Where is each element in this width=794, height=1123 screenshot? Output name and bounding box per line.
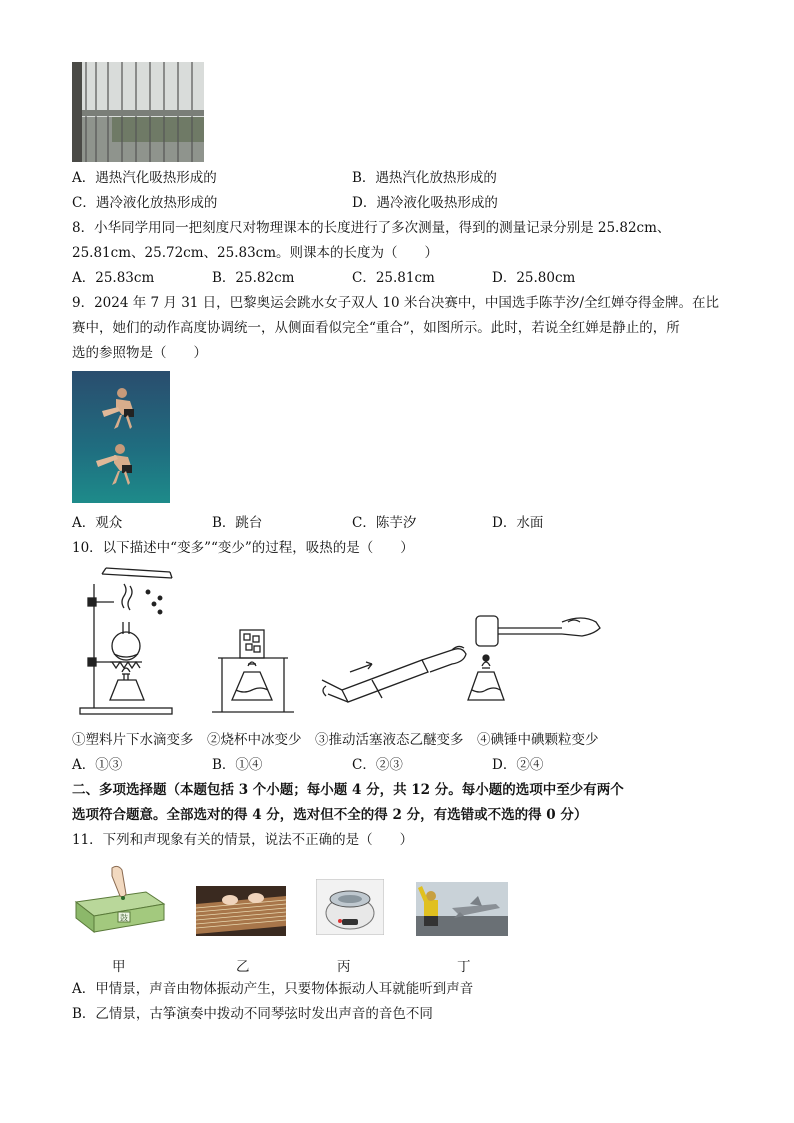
ultrasonic-cleaner-photo (316, 879, 384, 935)
q10-option-c[interactable]: C．②③ (352, 757, 403, 773)
q10-option-b[interactable]: B．①④ (212, 757, 263, 773)
q9-stem-line3: 选的参照物是（ ） (72, 345, 207, 361)
fig4-iodine-hammer (468, 616, 600, 700)
q7-option-d[interactable]: D．遇冷液化吸热形成的 (352, 195, 498, 211)
q10-stem: 10．以下描述中“变多”“变少”的过程，吸热的是（ ） (72, 540, 414, 556)
aircraft-carrier-photo (416, 882, 508, 936)
q9-option-b[interactable]: B．跳台 (212, 515, 263, 531)
q9-option-c[interactable]: C．陈芋汐 (352, 515, 417, 531)
q11-option-a[interactable]: A．甲情景，声音由物体振动产生，只要物体振动人耳就能听到声音 (72, 981, 474, 997)
q10-experiment-diagrams (72, 562, 632, 722)
drum-box-label: 鼓 (120, 913, 128, 923)
q7-option-c[interactable]: C．遇冷液化放热形成的 (72, 195, 218, 211)
q7-option-b[interactable]: B．遇热汽化放热形成的 (352, 170, 497, 186)
q10-figure-captions: ①塑料片下水滴变多 ②烧杯中冰变少 ③推动活塞液态乙醚变多 ④碘锤中碘颗粒变少 (72, 732, 599, 748)
fig3-syringe (322, 646, 466, 702)
q9-option-a[interactable]: A．观众 (72, 515, 123, 531)
fig2-beaker-ice (212, 630, 294, 712)
q10-option-d[interactable]: D．②④ (492, 757, 544, 773)
q11-option-b[interactable]: B．乙情景，古筝演奏中拨动不同琴弦时发出声音的音色不同 (72, 1006, 433, 1022)
guzheng-photo (196, 886, 286, 936)
q9-option-d[interactable]: D．水面 (492, 515, 544, 531)
q8-stem-line1: 8．小华同学用同一把刻度尺对物理课本的长度进行了多次测量，得到的测量记录分别是 25.82cm、 (72, 220, 671, 236)
q11-label-ding: 丁 (457, 959, 471, 975)
q11-stem: 11．下列和声现象有关的情景，说法不正确的是（ ） (72, 832, 414, 848)
q8-stem-line2: 25.81cm、25.72cm、25.83cm。则课本的长度为（ ） (72, 245, 439, 261)
fig1-flask-plate (80, 568, 172, 714)
section2-header-line2: 选项符合题意。全部选对的得 4 分，选对但不全的得 2 分，有选错或不选的得 0 分） (72, 807, 588, 823)
q9-stem-line1: 9．2024 年 7 月 31 日，巴黎奥运会跳水女子双人 10 米台决赛中，中国选手陈芋汐/全红婵夺得金牌。在比 (72, 295, 719, 311)
q9-stem-line2: 赛中，她们的动作高度协调统一，从侧面看似完全“重合”，如图所示。此时，若说全红婵是静止的，所 (72, 320, 680, 336)
section2-header-line1: 二、多项选择题（本题包括 3 个小题；每小题 4 分，共 12 分。每小题的选项中至少有两个 (72, 782, 624, 798)
window-fog-photo (72, 62, 204, 162)
q11-label-yi: 乙 (236, 959, 250, 975)
drum-box-photo (72, 862, 168, 938)
q7-option-a[interactable]: A．遇热汽化吸热形成的 (72, 170, 217, 186)
q8-option-d[interactable]: D．25.80cm (492, 270, 576, 286)
q10-option-a[interactable]: A．①③ (72, 757, 123, 773)
q8-option-c[interactable]: C．25.81cm (352, 270, 435, 286)
q8-option-a[interactable]: A．25.83cm (72, 270, 155, 286)
synchronized-diving-photo (72, 371, 170, 503)
q11-label-jia: 甲 (112, 959, 126, 975)
q11-label-bing: 丙 (337, 959, 351, 975)
q8-option-b[interactable]: B．25.82cm (212, 270, 295, 286)
